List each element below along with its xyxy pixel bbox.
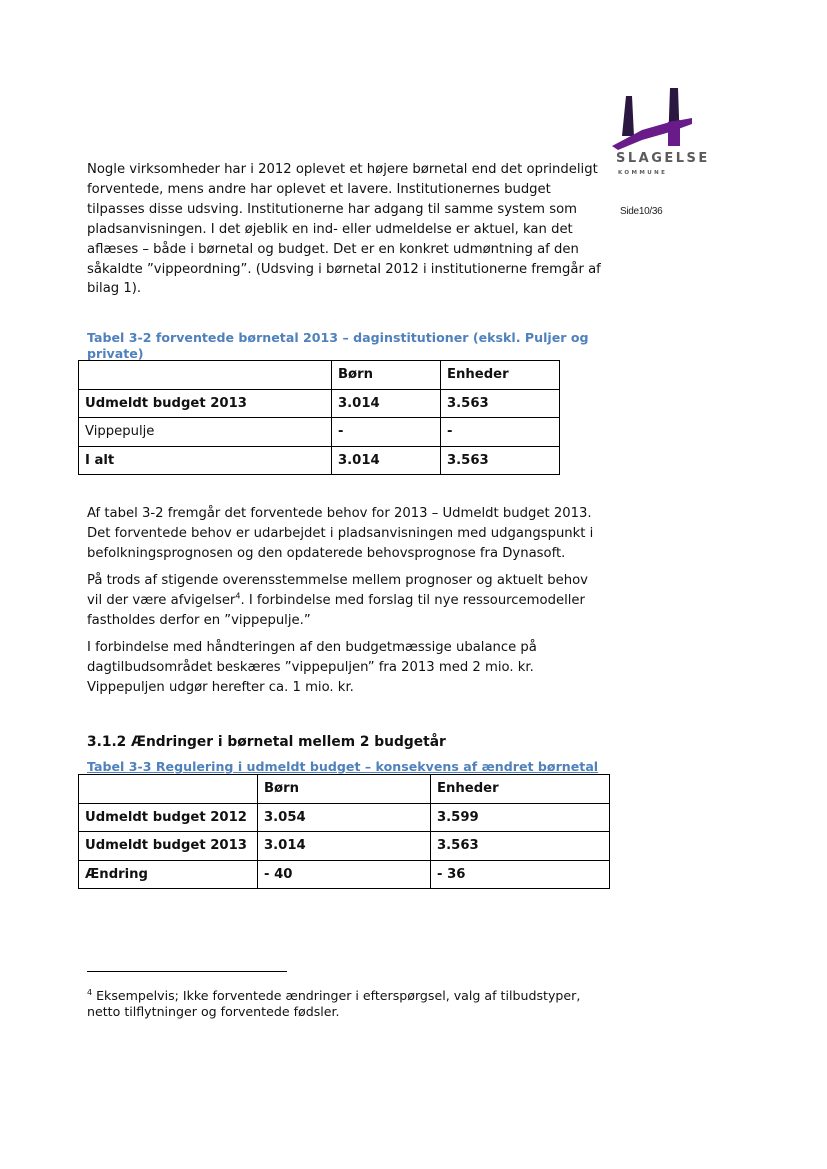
logo-subtitle: KOMMUNE: [618, 170, 668, 176]
table-cell: - 36: [431, 860, 610, 889]
table-row: [79, 832, 610, 861]
table-cell: Udmeldt budget 2012: [79, 803, 258, 832]
table-cell: Udmeldt budget 2013: [79, 832, 258, 861]
table-3-2-caption: Tabel 3-2 forventede børnetal 2013 – daginstitutioner (ekskl. Puljer og private): [87, 330, 589, 361]
table-cell: 3.014: [332, 446, 441, 475]
paragraph-text: På trods af stigende overensstemmelse mellem prognoser og aktuelt behov vil der være afvigelser: [87, 573, 588, 608]
body-paragraph: [87, 571, 607, 631]
footnote-reference[interactable]: 4: [235, 591, 241, 601]
slagelse-bridge-logo-icon: [612, 88, 712, 150]
table-header-cell: Enheder: [431, 775, 610, 804]
table-cell: 3.599: [431, 803, 610, 832]
table-header-cell: Børn: [332, 361, 441, 390]
table-header-row: [79, 775, 610, 804]
table-cell: 3.014: [332, 389, 441, 418]
intro-paragraph: Nogle virksomheder har i 2012 oplevet et højere børnetal end det oprindeligt forventede, mens andre har oplevet et lavere. Institutionernes budget tilpasses disse udsving. Institutionerne har adgang til samme system som pladsanvisningen. I det øjeblik en ind- eller udmeldelse er aktuel, kan det aflæses – både i børnetal og budget. Det er en konkret udmøntning af den såkaldte ”vippeordning”. (Udsving i børnetal 2012 i institutionerne fremgår af bilag 1).: [87, 162, 601, 297]
table-cell: 3.563: [441, 389, 560, 418]
table-cell: Ændring: [79, 860, 258, 889]
table-cell: Vippepulje: [79, 418, 332, 447]
table-row: [79, 446, 560, 475]
table-cell: 3.014: [258, 832, 431, 861]
paragraph-text: . I forbindelse med forslag til nye ressourcemodeller fastholdes derfor en ”vippepulje.”: [87, 592, 585, 628]
table-3-3: [78, 774, 610, 889]
table-cell: 3.563: [441, 446, 560, 475]
table-cell: -: [332, 418, 441, 447]
page-number: Side10/36: [620, 206, 663, 217]
table-cell: - 40: [258, 860, 431, 889]
footnote-number: 4: [87, 987, 93, 997]
table-cell: 3.563: [431, 832, 610, 861]
table-header-cell: [79, 775, 258, 804]
table-cell: Udmeldt budget 2013: [79, 389, 332, 418]
table-cell: -: [441, 418, 560, 447]
section-number: 3.1.2: [87, 734, 127, 750]
table-row: [79, 803, 610, 832]
table-cell: 3.054: [258, 803, 431, 832]
body-paragraph: Af tabel 3-2 fremgår det forventede behov for 2013 – Udmeldt budget 2013. Det forventede behov er udarbejdet i pladsanvisningen med udgangspunkt i befolkningsprognosen og den opdaterede behovsprognose fra Dynasoft.: [87, 506, 594, 561]
section-heading: [87, 734, 446, 750]
footnote-text: Eksempelvis; Ikke forventede ændringer i efterspørgsel, valg af tilbudstyper, netto tilflytninger og forventede fødsler.: [87, 988, 581, 1019]
table-header-cell: Børn: [258, 775, 431, 804]
table-row: [79, 860, 610, 889]
section-title: Ændringer i børnetal mellem 2 budgetår: [131, 734, 446, 750]
slagelse-logo: [612, 88, 712, 150]
body-paragraph: I forbindelse med håndteringen af den budgetmæssige ubalance på dagtilbudsområdet beskæres ”vippepuljen” fra 2013 med 2 mio. kr. Vippepuljen udgør herefter ca. 1 mio. kr.: [87, 640, 537, 695]
footnote-separator: [87, 971, 287, 972]
table-row: [79, 389, 560, 418]
logo-name: SLAGELSE: [616, 151, 710, 166]
table-header-cell: [79, 361, 332, 390]
table-header-cell: Enheder: [441, 361, 560, 390]
table-row: [79, 418, 560, 447]
table-3-3-caption: Tabel 3-3 Regulering i udmeldt budget – konsekvens af ændret børnetal: [87, 759, 599, 774]
table-header-row: [79, 361, 560, 390]
table-3-2: [78, 360, 560, 475]
footnote: [87, 988, 607, 1020]
table-cell: I alt: [79, 446, 332, 475]
